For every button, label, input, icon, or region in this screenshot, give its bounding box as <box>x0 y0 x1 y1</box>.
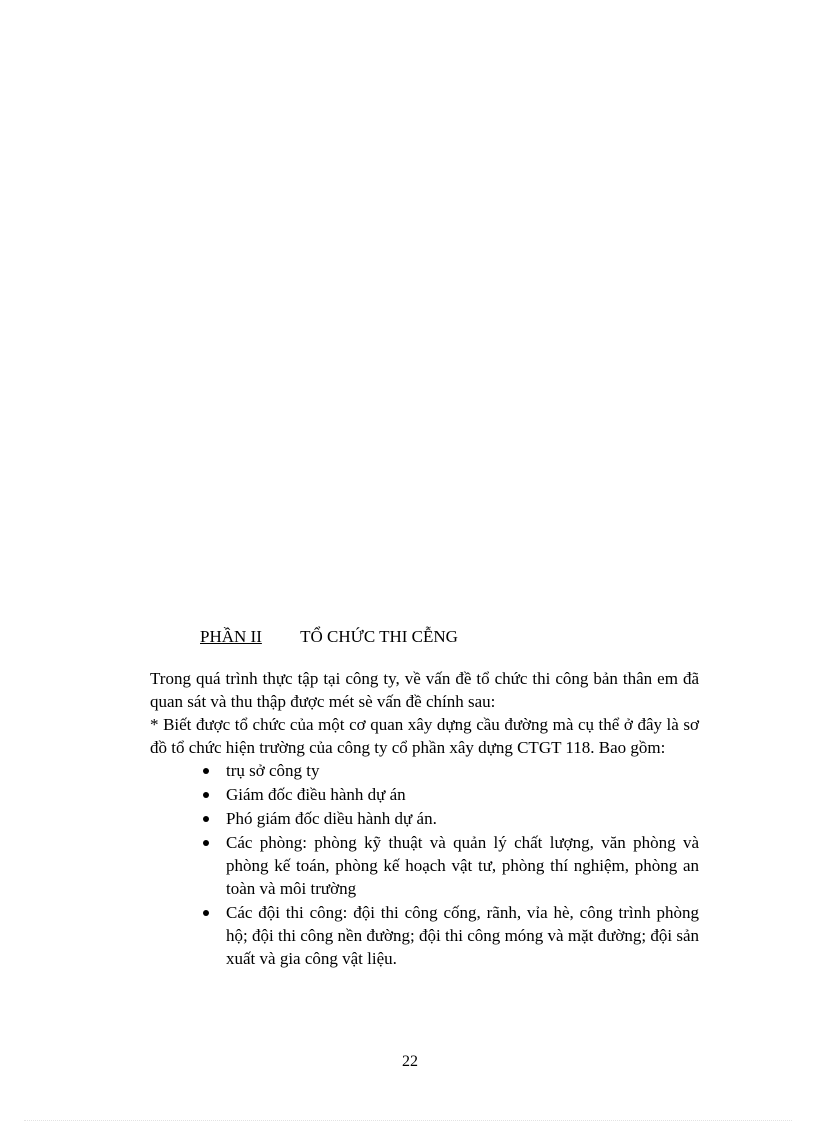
list-item-text: trụ sở công ty <box>226 761 320 780</box>
organization-list <box>150 759 699 970</box>
bullet-icon <box>203 792 209 798</box>
bullet-icon <box>203 840 209 846</box>
list-item-text: Phó giám đốc diều hành dự án. <box>226 809 437 828</box>
bullet-icon <box>203 910 209 916</box>
page-number: 22 <box>402 1053 418 1070</box>
list-item <box>226 901 699 970</box>
section-title: TỔ CHỨC THI CỄNG <box>300 627 458 646</box>
list-item <box>226 783 699 806</box>
intro-paragraph: Trong quá trình thực tập tại công ty, về vấn đề tổ chức thi công bản thân em đã quan sát và thu thập được mét sè vấn đề chính sau: <box>150 669 699 711</box>
bullet-icon <box>203 816 209 822</box>
body-content <box>150 667 699 970</box>
section-heading <box>200 626 458 648</box>
list-item <box>226 831 699 900</box>
overview-paragraph: * Biết được tổ chức của một cơ quan xây dựng cầu đường mà cụ thể ở đây là sơ đồ tổ chức hiện trường của công ty cổ phần xây dựng CTGT 118. Bao gồm: <box>150 715 699 757</box>
list-item <box>226 759 699 782</box>
list-item-text: Các đội thi công: đội thi công cống, rãnh, vỉa hè, công trình phòng hộ; đội thi công nền đường; đội thi công móng và mặt đường; đội sản xuất và gia công vật liệu. <box>226 903 699 968</box>
bullet-icon <box>203 768 209 774</box>
list-item-text: Các phòng: phòng kỹ thuật và quản lý chất lượng, văn phòng và phòng kế toán, phòng kế hoạch vật tư, phòng thí nghiệm, phòng an toàn và môi trường <box>226 833 699 898</box>
part-label: PHẦN II <box>200 627 262 646</box>
list-item <box>226 807 699 830</box>
list-item-text: Giám đốc điều hành dự án <box>226 785 406 804</box>
page-bottom-divider <box>24 1120 792 1121</box>
